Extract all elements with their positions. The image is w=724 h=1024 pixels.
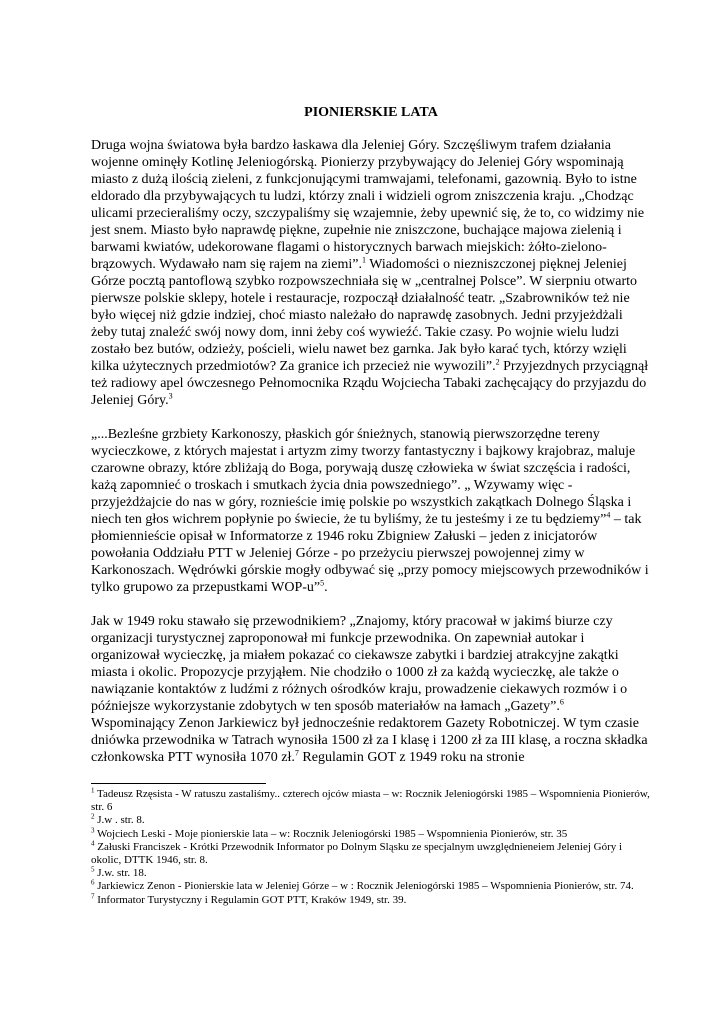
paragraph-2 xyxy=(91,426,651,596)
footnote-number: 3 xyxy=(91,825,95,834)
paragraph-1 xyxy=(91,137,651,409)
footnote-5 xyxy=(91,867,651,880)
footnote-text: Jarkiewicz Zenon - Pionierskie lata w Jeleniej Górze – w : Rocznik Jeleniogórski 1985 – Wspomnienia Pionierów, str. 74. xyxy=(94,880,634,893)
paragraph-2-text-b: – tak płomiennieście opisał w Informatorze z 1946 roku Zbigniew Załuski – jeden z inicjatorów powołania Oddziału PTT w Jeleniej Górze - po przeżyciu pierwszej powojennej zimy w Karkonoszach. Wędrówki górskie mogły odbywać się „przy pomocy miejscowych przewodników i tylko grupowo za przepustkami WOP-u” xyxy=(91,512,649,595)
footnote-ref-4: 4 xyxy=(606,510,611,520)
footnote-7 xyxy=(91,891,651,907)
footnote-ref-1: 1 xyxy=(362,255,367,265)
footnote-4 xyxy=(91,841,651,867)
footnote-text: Wojciech Leski - Moje pionierskie lata – w: Rocznik Jeleniogórski 1985 – Wspomnienia Pionierów, str. 35 xyxy=(94,827,568,840)
footnote-ref-3: 3 xyxy=(168,391,173,401)
paragraph-1-text-b: Wiadomości o niezniszczonej pięknej Jeleniej Górze pocztą pantoflową szybko rozpowszechniała się w „centralnej Polsce”. W sierpniu otwarto pierwsze polskie sklepy, hotele i restauracje, rozpoczął działalność teatr. „Szabrowników też nie było więcej niż gdzie indziej, choć miasto należało do naprawdę zasobnych. Jedni przyjeżdżali żeby tutaj znaleźć swój nowy dom, inni żeby coś wywieźć. Takie czasy. Po wojnie wielu ludzi zostało bez butów, odzieży, pościeli, wielu nawet bez garnka. Jak było karać tych, którzy wzięli kilka użytecznych przedmiotów? Za granice ich przecież nie wywozili”. xyxy=(91,257,638,374)
footnote-ref-2: 2 xyxy=(495,357,500,367)
footnote-number: 6 xyxy=(91,878,95,887)
footnote-1 xyxy=(91,788,651,814)
footnote-text: J.w. str. 18. xyxy=(94,867,147,880)
footnote-ref-7: 7 xyxy=(294,748,299,758)
footnote-text: Informator Turystyczny i Regulamin GOT PTT, Kraków 1949, str. 39. xyxy=(94,893,407,906)
paragraph-2-text-a: „...Bezleśne grzbiety Karkonoszy, płaskich gór śnieżnych, stanowią pierwszorzędne tereny wycieczkowe, z których majestat i artyzm zimy tworzy fantastyczny i bajkowy krajobraz, maluje czarowne obrazy, które zbliżają do Boga, porywają duszę człowieka w świat szczęścia i radości, każą zapomnieć o troskach i smutkach życia dnia powszedniego”. „ Wzywamy więc - przyjeżdżajcie do nas w góry, roznieście imię polskie po wszystkich zakątkach Dolnego Śląska i niech ten głos wichrem popłynie po świecie, że tu byliśmy, że tu jesteśmy i ze tu będziemy” xyxy=(91,427,636,527)
footnote-number: 4 xyxy=(91,839,95,848)
paragraph-3 xyxy=(91,613,651,766)
footnote-number: 1 xyxy=(91,786,95,795)
paragraph-3-text-b: Wspominający Zenon Jarkiewicz był jednocześnie redaktorem Gazety Robotniczej. W tym czasie dniówka przewodnika w Tatrach wynosiła 1500 zł za I klasę i 1200 zł za III klasę, a roczna składka członkowska PTT wynosiła 1070 zł. xyxy=(91,716,648,765)
footnote-separator xyxy=(91,783,266,784)
paragraph-3-text-a: Jak w 1949 roku stawało się przewodnikiem? „Znajomy, który pracował w jakimś biurze czy organizacji turystycznej zaproponował mi funkcje przewodnika. On zapewniał autokar i organizował wycieczkę, ja miałem pokazać co ciekawsze zabytki i bardziej atrakcyjne zakątki miasta i okolic. Propozycje przyjąłem. Nie chodziło o 1000 zł za każdą wycieczkę, ale także o nawiązanie kontaktów z ludźmi z różnych ośrodków kraju, prowadzenie ciekawych rozmów i o późniejsze wykorzystanie zdobytych w ten sposób materiałów na łamach „Gazety”. xyxy=(91,614,628,714)
footnote-text: Załuski Franciszek - Krótki Przewodnik Informator po Dolnym Sląsku ze specjalnym uwzględnieneiem Jeleniej Góry i okolic, DTTK 1946, str. 8. xyxy=(91,840,623,867)
document-page xyxy=(91,104,651,907)
footnote-3 xyxy=(91,825,651,841)
footnote-text: J.w . str. 8. xyxy=(94,814,145,827)
paragraph-1-text-c: Przyjezdnych przyciągnął też radiowy apel ówczesnego Pełnomocnika Rządu Wojciecha Tabaki zachęcający do przyjazdu do Jeleniej Góry. xyxy=(91,359,649,408)
footnote-ref-5: 5 xyxy=(320,578,325,588)
footnote-text: Tadeusz Rzęsista - W ratuszu zastaliśmy.. czterech ojców miasta – w: Rocznik Jeleniogórski 1985 – Wspomnienia Pionierów, str. 6 xyxy=(91,788,650,814)
paragraph-3-text-c: Regulamin GOT z 1949 roku na stronie xyxy=(298,750,525,765)
footnote-2 xyxy=(91,814,651,827)
footnote-number: 5 xyxy=(91,865,95,874)
document-title: PIONIERSKIE LATA xyxy=(304,105,438,120)
paragraph-2-text-c: . xyxy=(324,580,328,595)
footnote-ref-6: 6 xyxy=(559,697,564,707)
footnote-6 xyxy=(91,880,651,893)
paragraph-1-text-a: Druga wojna światowa była bardzo łaskawa dla Jeleniej Góry. Szczęśliwym trafem działania wojenne ominęły Kotlinę Jeleniogórską. Pionierzy przybywający do Jeleniej Góry wspominają miasto z dużą ilością zieleni, z funkcjonującymi tramwajami, telefonami, gazownią. Było to istne eldorado dla przybywających tu ludzi, którzy znali i widzieli ogrom zniszczenia kraju. „Chodząc ulicami przecieraliśmy oczy, szczypaliśmy się wzajemnie, żeby upewnić się, że to, co widzimy nie jest snem. Miasto było naprawdę piękne, zupełnie nie zniszczone, buchające majowa zielenią i barwami kwiatów, udekorowane flagami o historycznych barwach miejskich: żółto-zielono-brązowych. Wydawało nam się rajem na ziemi”. xyxy=(91,138,645,272)
footnote-number: 7 xyxy=(91,891,95,900)
footnotes xyxy=(91,788,651,907)
footnote-number: 2 xyxy=(91,812,95,821)
